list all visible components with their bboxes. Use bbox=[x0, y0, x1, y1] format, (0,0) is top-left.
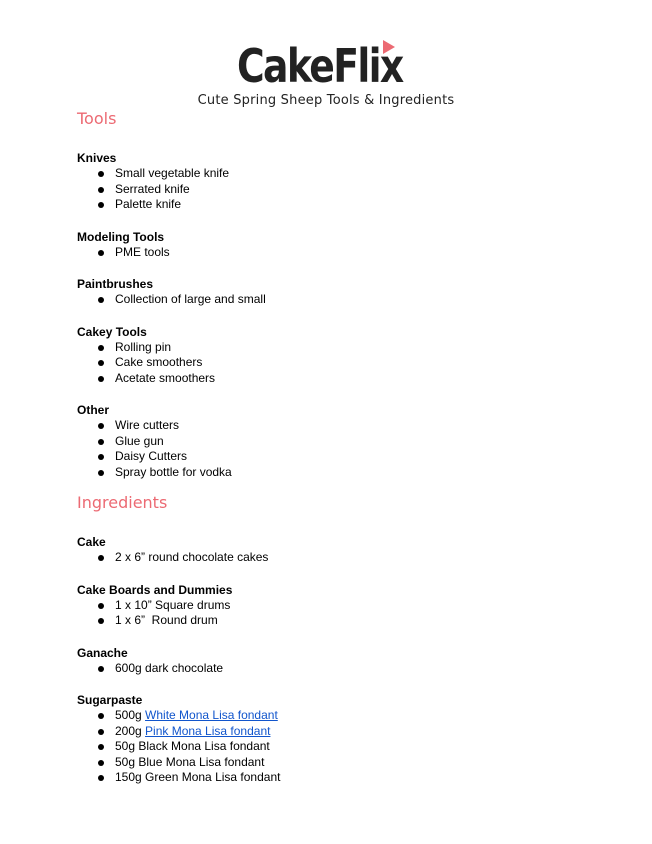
list-item: 1 x 6” Round drum bbox=[77, 613, 597, 629]
bullet-icon bbox=[98, 775, 104, 781]
bullet-icon bbox=[98, 744, 104, 750]
list-item: 150g Green Mona Lisa fondant bbox=[77, 770, 597, 786]
list-item: 500g White Mona Lisa fondant bbox=[77, 708, 597, 724]
group-title: Cakey Tools bbox=[77, 324, 147, 339]
group-title: Cake Boards and Dummies bbox=[77, 582, 233, 597]
group-title: Sugarpaste bbox=[77, 693, 143, 707]
document-body bbox=[77, 108, 597, 802]
bullet-icon bbox=[98, 729, 104, 735]
section-title-tools: Tools bbox=[77, 109, 117, 128]
white-fondant-link[interactable]: White Mona Lisa fondant bbox=[145, 708, 278, 722]
bullet-icon bbox=[98, 360, 104, 366]
pink-fondant-link[interactable]: Pink Mona Lisa fondant bbox=[145, 723, 271, 738]
group-title: Knives bbox=[77, 151, 117, 165]
list-item: Spray bottle for vodka bbox=[77, 465, 597, 481]
list-item: 50g Blue Mona Lisa fondant bbox=[77, 755, 597, 771]
list-item: Glue gun bbox=[77, 434, 597, 450]
group-ganache bbox=[77, 645, 597, 677]
group-paintbrushes bbox=[77, 276, 597, 308]
bullet-icon bbox=[98, 666, 104, 672]
list-item: Acetate smoothers bbox=[77, 371, 597, 387]
list-item: Cake smoothers bbox=[77, 355, 597, 371]
cakeflix-logo: CakeFlix bbox=[237, 39, 403, 93]
list-item: 50g Black Mona Lisa fondant bbox=[77, 739, 597, 755]
group-cake-boards bbox=[77, 582, 597, 629]
bullet-icon bbox=[98, 423, 104, 429]
list-item: Rolling pin bbox=[77, 340, 597, 356]
list-item: Palette knife bbox=[77, 197, 597, 213]
list-item: PME tools bbox=[77, 245, 597, 261]
bullet-icon bbox=[98, 345, 104, 351]
bullet-icon bbox=[98, 171, 104, 177]
bullet-icon bbox=[98, 250, 104, 256]
list-item: 1 x 10” Square drums bbox=[77, 598, 597, 614]
group-cakey-tools bbox=[77, 324, 597, 387]
list-item: 600g dark chocolate bbox=[77, 661, 597, 677]
group-modeling-tools bbox=[77, 229, 597, 261]
bullet-icon bbox=[98, 760, 104, 766]
bullet-icon bbox=[98, 470, 104, 476]
list-item: Collection of large and small bbox=[77, 292, 597, 308]
list-item: Daisy Cutters bbox=[77, 449, 597, 465]
bullet-icon bbox=[98, 439, 104, 445]
bullet-icon bbox=[98, 603, 104, 609]
list-item: Small vegetable knife bbox=[77, 166, 597, 182]
group-title: Paintbrushes bbox=[77, 277, 154, 291]
bullet-icon bbox=[98, 376, 104, 382]
group-title: Ganache bbox=[77, 645, 128, 660]
group-cake bbox=[77, 534, 597, 566]
bullet-icon bbox=[98, 555, 104, 561]
group-other bbox=[77, 402, 597, 480]
list-item: 2 x 6” round chocolate cakes bbox=[77, 550, 597, 566]
group-sugarpaste bbox=[77, 692, 597, 786]
bullet-icon bbox=[98, 187, 104, 193]
group-title: Other bbox=[77, 403, 110, 417]
group-title: Modeling Tools bbox=[77, 229, 165, 244]
group-title: Cake bbox=[77, 535, 106, 549]
bullet-icon bbox=[98, 297, 104, 303]
bullet-icon bbox=[98, 713, 104, 719]
list-item: Serrated knife bbox=[77, 182, 597, 198]
page-subtitle: Cute Spring Sheep Tools & Ingredients bbox=[197, 93, 455, 108]
list-item: Wire cutters bbox=[77, 418, 597, 434]
bullet-icon bbox=[98, 618, 104, 624]
section-title-ingredients: Ingredients bbox=[77, 493, 168, 512]
group-knives bbox=[77, 150, 597, 213]
bullet-icon bbox=[98, 202, 104, 208]
play-icon bbox=[383, 40, 395, 54]
bullet-icon bbox=[98, 454, 104, 460]
list-item: 200g Pink Mona Lisa fondant bbox=[77, 724, 597, 740]
